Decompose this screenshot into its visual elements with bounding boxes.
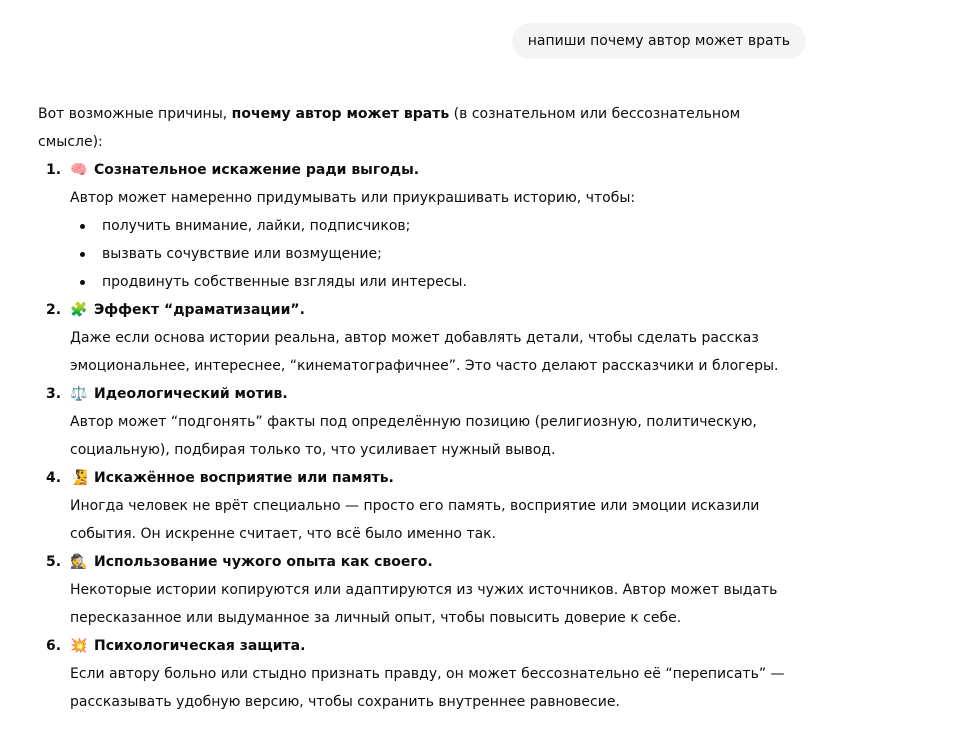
reason-title — [70, 470, 394, 486]
reason-title-text: Использование чужого опыта как своего. — [94, 554, 433, 570]
intro-bold-text: почему автор может врать — [231, 106, 450, 122]
reason-title-text: Идеологический мотив. — [94, 386, 288, 402]
reason-title — [70, 302, 305, 318]
reason-title-text: Сознательное искажение ради выгоды. — [94, 162, 420, 178]
reason-item — [38, 380, 808, 464]
reason-sublist — [70, 212, 808, 296]
collision-icon: 💥 — [70, 638, 88, 654]
reason-number: 2. — [46, 302, 62, 318]
reason-description: Иногда человек не врёт специально — просто его память, восприятие или эмоции исказили события. Он искренне считает, что всё было именно так. — [70, 498, 760, 542]
reason-number: 5. — [46, 554, 62, 570]
reason-description: Автор может “подгонять” факты под определённую позицию (религиозную, политическую, социальную), подбирая только то, что усиливает нужный вывод. — [70, 414, 757, 458]
reason-title — [70, 386, 288, 402]
person-icon: 🧏 — [70, 470, 88, 486]
answer-intro — [38, 100, 808, 156]
sub-list-item: получить внимание, лайки, подписчиков; — [70, 212, 808, 240]
intro-text-after: (в сознательном или бессознательном смысле): — [38, 106, 741, 150]
reason-item — [38, 548, 808, 632]
reason-title-text: Эффект “драматизации”. — [94, 302, 305, 318]
user-message-row — [0, 23, 806, 59]
reason-item — [38, 296, 808, 380]
sub-list-item: вызвать сочувствие или возмущение; — [70, 240, 808, 268]
brain-icon: 🧠 — [70, 162, 88, 178]
puzzle-icon: 🧩 — [70, 302, 88, 318]
reason-title-text: Психологическая защита. — [94, 638, 306, 654]
intro-text-before: Вот возможные причины, — [38, 106, 232, 122]
reason-number: 1. — [46, 162, 62, 178]
detective-icon: 🕵️ — [70, 554, 88, 570]
scales-icon: ⚖️ — [70, 386, 88, 402]
sub-list-item: продвинуть собственные взгляды или интересы. — [70, 268, 808, 296]
reason-description: Даже если основа истории реальна, автор может добавлять детали, чтобы сделать рассказ эмоциональнее, интереснее, “кинематографичнее”. Это часто делают рассказчики и блогеры. — [70, 330, 779, 374]
reason-item — [38, 464, 808, 548]
reason-description: Автор может намеренно придумывать или приукрашивать историю, чтобы: — [70, 190, 636, 206]
reason-item — [38, 632, 808, 716]
reason-number: 4. — [46, 470, 62, 486]
reason-number: 3. — [46, 386, 62, 402]
reason-number: 6. — [46, 638, 62, 654]
reason-description: Если автору больно или стыдно признать правду, он может бессознательно её “переписать” — рассказывать удобную версию, чтобы сохранить внутреннее равновесие. — [70, 666, 785, 710]
reason-title — [70, 162, 419, 178]
assistant-answer — [38, 100, 808, 716]
reason-title — [70, 554, 433, 570]
reasons-list — [38, 156, 808, 716]
reason-item — [38, 156, 808, 296]
reason-description: Некоторые истории копируются или адаптируются из чужих источников. Автор может выдать пересказанное или выдуманное за личный опыт, чтобы повысить доверие к себе. — [70, 582, 778, 626]
user-message-bubble: напиши почему автор может врать — [512, 23, 806, 59]
reason-title-text: Искажённое восприятие или память. — [94, 470, 394, 486]
reason-title — [70, 638, 305, 654]
